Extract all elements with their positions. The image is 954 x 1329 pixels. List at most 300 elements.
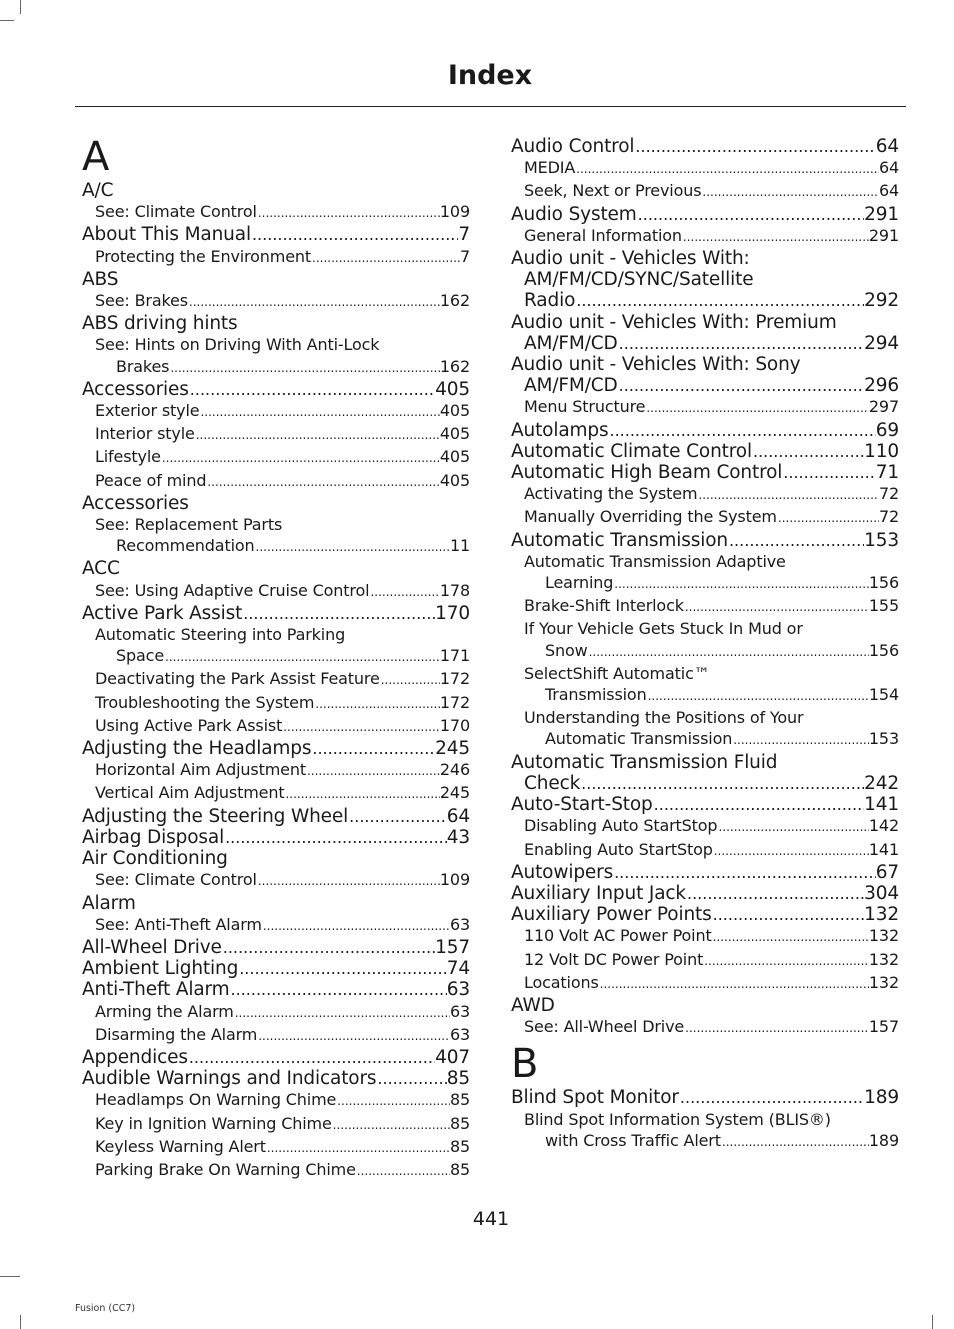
entry-label: Automatic Steering into Parking xyxy=(95,625,346,645)
leader-dots xyxy=(369,582,439,603)
leader-dots xyxy=(613,574,869,595)
index-heading xyxy=(82,493,470,514)
entry-label: Check xyxy=(524,772,581,794)
index-subentry xyxy=(511,972,899,995)
index-entry xyxy=(511,773,899,794)
index-subentry xyxy=(511,483,899,506)
index-subentry xyxy=(82,1113,470,1136)
footer-model: Fusion (CC7) xyxy=(75,1303,136,1314)
index-heading xyxy=(82,893,470,914)
leader-dots xyxy=(257,871,440,892)
entry-label: Recommendation xyxy=(116,536,255,556)
index-column-right xyxy=(511,136,899,1153)
leader-dots xyxy=(732,730,869,751)
entry-label: Adjusting the Steering Wheel xyxy=(82,805,349,827)
entry-label: Automatic Transmission xyxy=(545,729,733,749)
entry-page: 74 xyxy=(446,958,470,980)
index-subentry xyxy=(511,396,899,419)
entry-page: 64 xyxy=(878,181,899,201)
index-subheading xyxy=(511,269,899,290)
entry-label: Interior style xyxy=(95,424,195,444)
entry-page: 64 xyxy=(446,805,470,827)
index-subentry xyxy=(82,782,470,805)
entry-page: 132 xyxy=(868,972,899,992)
crop-mark xyxy=(0,20,14,21)
entry-page: 304 xyxy=(864,882,899,904)
entry-page: 246 xyxy=(439,760,470,780)
entry-page: 141 xyxy=(868,839,899,859)
index-entry xyxy=(511,441,899,462)
leader-dots xyxy=(777,508,879,529)
index-entry xyxy=(511,136,899,157)
entry-label: Menu Structure xyxy=(524,397,646,417)
entry-label: ABS xyxy=(82,268,119,290)
entry-page: 405 xyxy=(435,378,470,400)
index-entry xyxy=(511,333,899,354)
entry-label: Headlamps On Warning Chime xyxy=(95,1090,337,1110)
index-subentry xyxy=(511,949,899,972)
entry-page: 63 xyxy=(446,979,470,1001)
entry-label: AM/FM/CD xyxy=(524,375,618,397)
entry-label: AWD xyxy=(511,994,555,1016)
index-entry xyxy=(511,290,899,311)
index-entry xyxy=(511,204,899,225)
leader-dots xyxy=(712,927,869,948)
entry-page: 85 xyxy=(449,1090,470,1110)
entry-label: with Cross Traffic Alert xyxy=(545,1130,721,1150)
entry-label: Vertical Aim Adjustment xyxy=(95,783,285,803)
index-subentry xyxy=(82,1024,470,1047)
entry-label: Audio unit - Vehicles With: xyxy=(511,248,750,270)
entry-label: Airbag Disposal xyxy=(82,826,225,848)
entry-page: 132 xyxy=(868,926,899,946)
entry-page: 109 xyxy=(439,202,470,222)
entry-label: Audio System xyxy=(511,203,637,225)
entry-label: See: Hints on Driving With Anti-Lock xyxy=(95,335,380,355)
entry-label: Radio xyxy=(524,290,576,312)
entry-label: Disarming the Alarm xyxy=(95,1024,258,1044)
entry-label: Parking Brake On Warning Chime xyxy=(95,1159,356,1179)
leader-dots xyxy=(653,794,864,815)
leader-dots xyxy=(703,951,869,972)
entry-label: Accessories xyxy=(82,378,189,400)
index-subentry xyxy=(511,595,899,618)
entry-label: Autolamps xyxy=(511,419,609,441)
entry-label: Troubleshooting the System xyxy=(95,692,315,712)
index-subentry xyxy=(82,668,470,691)
leader-dots xyxy=(575,159,879,180)
leader-dots xyxy=(684,1018,869,1039)
entry-page: 72 xyxy=(878,507,899,527)
entry-page: 64 xyxy=(878,158,899,178)
index-heading xyxy=(511,248,899,269)
entry-page: 162 xyxy=(439,356,470,376)
entry-label: Space xyxy=(116,646,165,666)
leader-dots xyxy=(721,1132,869,1153)
entry-page: 170 xyxy=(435,602,470,624)
index-entry xyxy=(511,420,899,441)
entry-label: General Information xyxy=(524,225,682,245)
entry-page: 292 xyxy=(864,290,899,312)
entry-label: Anti-Theft Alarm xyxy=(82,979,230,1001)
entry-label: Lifestyle xyxy=(95,447,161,467)
entry-label: AM/FM/CD/SYNC/Satellite xyxy=(524,269,754,291)
entry-page: 141 xyxy=(864,794,899,816)
entry-label: Auto-Start-Stop xyxy=(511,794,653,816)
index-subentry xyxy=(82,446,470,469)
leader-dots xyxy=(188,1047,435,1068)
entry-label: Locations xyxy=(524,972,599,992)
entry-label: Automatic Transmission Adaptive xyxy=(524,551,786,571)
index-subentry xyxy=(511,728,899,751)
leader-dots xyxy=(306,761,440,782)
leader-dots xyxy=(637,204,864,225)
entry-label: Automatic Climate Control xyxy=(511,440,752,462)
entry-page: 69 xyxy=(875,419,899,441)
leader-dots xyxy=(679,1087,864,1108)
entry-page: 132 xyxy=(864,904,899,926)
entry-label: Alarm xyxy=(82,892,136,914)
index-heading xyxy=(82,180,470,201)
index-subheading xyxy=(82,514,470,535)
entry-label: Appendices xyxy=(82,1046,188,1068)
leader-dots xyxy=(697,485,879,506)
index-heading xyxy=(82,269,470,290)
entry-label: Understanding the Positions of Your xyxy=(524,708,804,728)
entry-page: 7 xyxy=(459,246,470,266)
leader-dots xyxy=(257,1026,450,1047)
entry-label: Autowipers xyxy=(511,861,614,883)
index-entry xyxy=(82,1068,470,1089)
entry-page: 189 xyxy=(868,1130,899,1150)
entry-label: Brake-Shift Interlock xyxy=(524,596,684,616)
index-subentry xyxy=(82,423,470,446)
index-subheading xyxy=(82,334,470,355)
entry-label: See: All-Wheel Drive xyxy=(524,1017,685,1037)
leader-dots xyxy=(195,425,440,446)
index-subentry xyxy=(82,400,470,423)
entry-page: 156 xyxy=(868,573,899,593)
leader-dots xyxy=(618,375,864,396)
entry-label: Auxiliary Power Points xyxy=(511,904,712,926)
entry-page: 63 xyxy=(449,1001,470,1021)
index-subheading xyxy=(511,618,899,639)
entry-label: Accessories xyxy=(82,492,189,514)
entry-page: 405 xyxy=(439,401,470,421)
index-subentry xyxy=(82,290,470,313)
entry-label: See: Anti-Theft Alarm xyxy=(95,914,262,934)
entry-label: Snow xyxy=(545,640,588,660)
entry-label: Exterior style xyxy=(95,401,200,421)
entry-label: Keyless Warning Alert xyxy=(95,1136,266,1156)
entry-page: 132 xyxy=(868,949,899,969)
index-entry xyxy=(511,883,899,904)
entry-label: Horizontal Aim Adjustment xyxy=(95,760,306,780)
leader-dots xyxy=(713,841,869,862)
leader-dots xyxy=(712,904,865,925)
index-subentry xyxy=(82,535,470,558)
index-entry xyxy=(511,862,899,883)
index-entry xyxy=(511,530,899,551)
index-entry xyxy=(511,375,899,396)
entry-label: Protecting the Environment xyxy=(95,246,312,266)
index-subentry xyxy=(511,1016,899,1039)
entry-label: Activating the System xyxy=(524,484,698,504)
entry-page: 291 xyxy=(868,225,899,245)
index-subentry xyxy=(82,580,470,603)
leader-dots xyxy=(251,224,458,245)
entry-label: Air Conditioning xyxy=(82,848,228,870)
entry-page: 72 xyxy=(878,484,899,504)
section-letter: B xyxy=(511,1041,539,1088)
index-subentry xyxy=(82,715,470,738)
entry-label: Disabling Auto StartStop xyxy=(524,816,718,836)
entry-label: Automatic High Beam Control xyxy=(511,462,783,484)
leader-dots xyxy=(588,642,869,663)
leader-dots xyxy=(224,827,447,848)
entry-label: Deactivating the Park Assist Feature xyxy=(95,669,380,689)
entry-label: Manually Overriding the System xyxy=(524,507,777,527)
index-subentry xyxy=(511,180,899,203)
index-subentry xyxy=(511,839,899,862)
leader-dots xyxy=(311,248,460,269)
leader-dots xyxy=(336,1091,450,1112)
index-subentry xyxy=(82,692,470,715)
entry-page: 407 xyxy=(435,1046,470,1068)
entry-label: Audio unit - Vehicles With: Premium xyxy=(511,311,837,333)
index-subentry xyxy=(82,470,470,493)
index-subentry xyxy=(82,914,470,937)
entry-page: 245 xyxy=(439,783,470,803)
index-entry xyxy=(82,738,470,759)
index-heading xyxy=(511,312,899,333)
leader-dots xyxy=(580,773,864,794)
entry-label: See: Climate Control xyxy=(95,870,257,890)
leader-dots xyxy=(682,227,869,248)
entry-page: 405 xyxy=(439,424,470,444)
leader-dots xyxy=(282,717,440,738)
entry-page: 85 xyxy=(449,1159,470,1179)
entry-page: 63 xyxy=(449,914,470,934)
entry-label: About This Manual xyxy=(82,224,251,246)
entry-page: 157 xyxy=(868,1017,899,1037)
index-heading xyxy=(82,848,470,869)
entry-label: If Your Vehicle Gets Stuck In Mud or xyxy=(524,619,803,639)
entry-label: A/C xyxy=(82,180,114,201)
index-subentry xyxy=(511,225,899,248)
entry-page: 109 xyxy=(439,870,470,890)
entry-page: 170 xyxy=(439,715,470,735)
page-title: Index xyxy=(447,60,533,91)
leader-dots xyxy=(262,916,450,937)
index-subentry xyxy=(82,1159,470,1182)
leader-dots xyxy=(164,647,440,668)
leader-dots xyxy=(222,937,435,958)
entry-page: 162 xyxy=(439,291,470,311)
index-subentry xyxy=(82,759,470,782)
entry-label: Adjusting the Headlamps xyxy=(82,738,312,760)
entry-label: ACC xyxy=(82,558,120,580)
entry-label: 12 Volt DC Power Point xyxy=(524,949,704,969)
entry-page: 291 xyxy=(864,203,899,225)
index-entry xyxy=(82,1047,470,1068)
leader-dots xyxy=(684,597,869,618)
index-column-left xyxy=(82,136,470,1182)
entry-page: 405 xyxy=(439,470,470,490)
index-subentry xyxy=(82,246,470,269)
index-subentry xyxy=(82,645,470,668)
index-subentry xyxy=(511,684,899,707)
entry-label: Blind Spot Information System (BLIS®) xyxy=(524,1109,831,1129)
index-entry xyxy=(82,806,470,827)
index-heading xyxy=(511,752,899,773)
entry-label: ABS driving hints xyxy=(82,313,238,335)
entry-label: See: Climate Control xyxy=(95,202,257,222)
entry-page: 11 xyxy=(449,536,470,556)
leader-dots xyxy=(634,136,875,157)
index-subentry xyxy=(511,925,899,948)
index-entry xyxy=(82,603,470,624)
leader-dots xyxy=(188,292,440,313)
index-subentry xyxy=(511,640,899,663)
entry-page: 67 xyxy=(875,861,899,883)
index-subentry xyxy=(82,356,470,379)
entry-label: Seek, Next or Previous xyxy=(524,181,702,201)
entry-label: AM/FM/CD xyxy=(524,332,618,354)
leader-dots xyxy=(257,203,440,224)
leader-dots xyxy=(380,670,440,691)
leader-dots xyxy=(332,1115,450,1136)
leader-dots xyxy=(608,420,875,441)
entry-label: Automatic Transmission Fluid xyxy=(511,751,778,773)
leader-dots xyxy=(206,472,440,493)
leader-dots xyxy=(701,182,879,203)
leader-dots xyxy=(284,784,439,805)
index-subentry xyxy=(511,572,899,595)
entry-label: Active Park Assist xyxy=(82,602,243,624)
leader-dots xyxy=(189,379,435,400)
entry-label: Ambient Lighting xyxy=(82,958,239,980)
page-number: 441 xyxy=(472,1208,510,1230)
index-subheading xyxy=(511,663,899,684)
entry-label: 110 Volt AC Power Point xyxy=(524,926,712,946)
entry-label: Blind Spot Monitor xyxy=(511,1087,679,1109)
entry-page: 142 xyxy=(868,816,899,836)
entry-page: 245 xyxy=(435,738,470,760)
leader-dots xyxy=(255,537,450,558)
entry-label: Peace of mind xyxy=(95,470,207,490)
leader-dots xyxy=(311,738,435,759)
leader-dots xyxy=(618,333,864,354)
entry-label: Transmission xyxy=(545,685,647,705)
crop-mark xyxy=(932,1315,933,1329)
entry-page: 85 xyxy=(449,1113,470,1133)
leader-dots xyxy=(575,290,864,311)
entry-page: 153 xyxy=(864,529,899,551)
index-subentry xyxy=(82,1001,470,1024)
entry-page: 172 xyxy=(439,669,470,689)
index-entry xyxy=(82,979,470,1000)
entry-page: 189 xyxy=(864,1087,899,1109)
entry-label: Enabling Auto StartStop xyxy=(524,839,713,859)
index-heading xyxy=(82,313,470,334)
entry-label: Learning xyxy=(545,573,614,593)
crop-mark xyxy=(20,1315,21,1329)
index-subheading xyxy=(511,1109,899,1130)
entry-page: 156 xyxy=(868,640,899,660)
entry-label: See: Replacement Parts xyxy=(95,515,283,535)
index-entry xyxy=(82,379,470,400)
leader-dots xyxy=(199,402,439,423)
index-subentry xyxy=(82,1136,470,1159)
leader-dots xyxy=(647,686,869,707)
index-entry xyxy=(82,958,470,979)
entry-page: 154 xyxy=(868,685,899,705)
index-entry xyxy=(511,904,899,925)
entry-label: All-Wheel Drive xyxy=(82,936,222,958)
entry-label: Audio Control xyxy=(511,136,635,157)
leader-dots xyxy=(356,1161,450,1182)
entry-label: Arming the Alarm xyxy=(95,1001,234,1021)
leader-dots xyxy=(161,448,440,469)
leader-dots xyxy=(613,862,876,883)
index-entry xyxy=(511,1087,899,1108)
index-subentry xyxy=(82,1089,470,1112)
entry-page: 294 xyxy=(864,332,899,354)
entry-page: 71 xyxy=(875,462,899,484)
index-entry xyxy=(82,224,470,245)
leader-dots xyxy=(348,806,447,827)
entry-page: 178 xyxy=(439,580,470,600)
entry-page: 157 xyxy=(435,936,470,958)
entry-page: 171 xyxy=(439,646,470,666)
entry-page: 172 xyxy=(439,692,470,712)
crop-mark xyxy=(0,1276,20,1277)
entry-label: See: Using Adaptive Cruise Control xyxy=(95,580,370,600)
entry-page: 63 xyxy=(449,1024,470,1044)
leader-dots xyxy=(234,1003,450,1024)
leader-dots xyxy=(752,441,864,462)
entry-label: Brakes xyxy=(116,356,170,376)
index-entry xyxy=(82,937,470,958)
index-subheading xyxy=(511,707,899,728)
leader-dots xyxy=(230,979,447,1000)
leader-dots xyxy=(242,603,435,624)
leader-dots xyxy=(314,694,440,715)
leader-dots xyxy=(728,530,864,551)
entry-label: Audio unit - Vehicles With: Sony xyxy=(511,354,801,376)
entry-page: 85 xyxy=(449,1136,470,1156)
entry-page: 296 xyxy=(864,375,899,397)
leader-dots xyxy=(599,974,869,995)
leader-dots xyxy=(645,398,869,419)
index-heading xyxy=(82,558,470,579)
entry-label: Auxiliary Input Jack xyxy=(511,882,686,904)
crop-mark xyxy=(20,0,21,14)
entry-label: Key in Ignition Warning Chime xyxy=(95,1113,332,1133)
entry-label: See: Brakes xyxy=(95,291,188,311)
index-subentry xyxy=(82,201,470,224)
entry-page: 297 xyxy=(868,397,899,417)
entry-page: 85 xyxy=(446,1068,470,1090)
leader-dots xyxy=(782,462,875,483)
index-heading xyxy=(511,995,899,1016)
entry-page: 155 xyxy=(868,596,899,616)
entry-page: 242 xyxy=(864,772,899,794)
header-rule xyxy=(75,106,906,107)
index-subheading xyxy=(82,624,470,645)
index-subheading xyxy=(511,551,899,572)
